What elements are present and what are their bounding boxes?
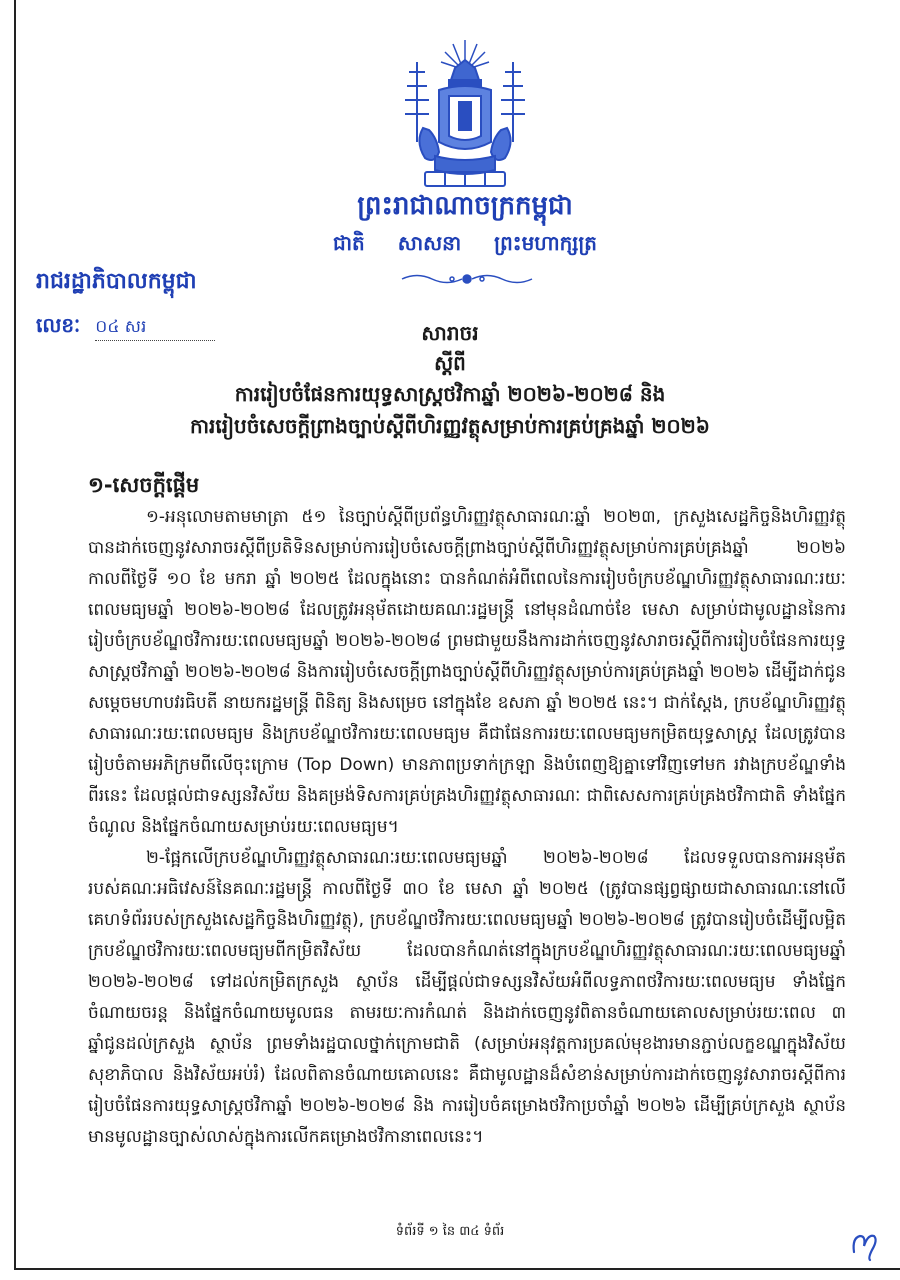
reference-number: ០៤ សរ — [95, 314, 215, 341]
page-border-left — [14, 0, 16, 1270]
document-about: ស្ដីពី — [434, 351, 466, 375]
document-title-block — [80, 318, 820, 442]
page-border-bottom — [14, 1268, 900, 1270]
government-name: រាជរដ្ឋាភិបាលកម្ពុជា — [36, 269, 197, 294]
royal-coat-of-arms-icon — [395, 32, 535, 192]
divider-ornament-icon — [392, 270, 542, 288]
reference-label: លេខៈ — [36, 313, 81, 337]
document-subject-line-1: ការរៀបចំផែនការយុទ្ធសាស្ត្រថវិកាឆ្នាំ ២០២៦-២០២៨ និង — [234, 382, 666, 406]
document-type: សារាចរ — [421, 321, 479, 345]
page-number: ទំព័រទី ១ នៃ ៣៤ ទំព័រ — [395, 1224, 505, 1239]
national-motto: ជាតិ សាសនា ព្រះមហាក្សត្រ — [333, 231, 597, 255]
section-heading: ១-សេចក្ដីផ្ដើម — [88, 473, 200, 497]
paragraph-1: ១-អនុលោមតាមមាត្រា ៥១ នៃច្បាប់ស្ដីពីប្រព័ន្ធហិរញ្ញវត្ថុសាធារណៈឆ្នាំ ២០២៣, ក្រសួងសេដ្ឋកិច្ចនិងហិរញ្ញវត្ថុ បានដាក់ចេញនូវសារាចរស្ដីពីប្រតិទិនសម្រាប់ការរៀបចំសេចក្ដីព្រាងច្បាប់ស្ដីពីហិរញ្ញវត្ថុសម្រាប់ការគ្រប់គ្រងឆ្នាំ ២០២៦ កាលពីថ្ងៃទី ១០ ខែ មករា ឆ្នាំ ២០២៥ ដែលក្នុងនោះ បានកំណត់អំពីពេលនៃការរៀបចំក្របខ័ណ្ឌហិរញ្ញវត្ថុសាធារណៈរយៈពេលមធ្យមឆ្នាំ ២០២៦-២០២៨ ដែលត្រូវអនុម័តដោយគណៈរដ្ឋមន្ត្រី នៅមុនដំណាច់ខែ មេសា សម្រាប់ជាមូលដ្ឋាននៃការរៀបចំក្របខ័ណ្ឌថវិការយៈពេលមធ្យមឆ្នាំ ២០២៦-២០២៨ ព្រមជាមួយនឹងការដាក់ចេញនូវសារាចរស្ដីពីការរៀបចំផែនការយុទ្ធសាស្ត្រថវិកាឆ្នាំ ២០២៦-២០២៨ និងការរៀបចំសេចក្ដីព្រាងច្បាប់ស្ដីពីហិរញ្ញវត្ថុសម្រាប់ការគ្រប់គ្រងឆ្នាំ ២០២៦ ដើម្បីដាក់ជូន សម្ដេចមហាបវរធិបតី នាយករដ្ឋមន្ត្រី ពិនិត្យ និងសម្រេច នៅក្នុងខែ ឧសភា ឆ្នាំ ២០២៥ នេះ។ ជាក់ស្ដែង, ក្របខ័ណ្ឌហិរញ្ញវត្ថុសាធារណៈរយៈពេលមធ្យម និងក្របខ័ណ្ឌថវិការយៈពេលមធ្យម គឺជាផែនការរយៈពេលមធ្យមកម្រិតយុទ្ធសាស្ត្រ ដែលត្រូវបានរៀបចំតាមអភិក្រមពីលើចុះក្រោម (Top Down) មានភាពប្រទាក់ក្រឡា និងបំពេញឱ្យគ្នាទៅវិញទៅមក រវាងក្របខ័ណ្ឌទាំងពីរនេះ ដែលផ្ដល់ជាទស្សនវិស័យ និងគម្រង់ទិសការគ្រប់គ្រងហិរញ្ញវត្ថុសាធារណៈ ជាពិសេសការគ្រប់គ្រងថវិកាជាតិ ទាំងផ្នែកចំណូល និងផ្នែកចំណាយសម្រាប់រយៈពេលមធ្យម។ — [88, 507, 846, 837]
paragraph-2: ២-ផ្អែកលើក្របខ័ណ្ឌហិរញ្ញវត្ថុសាធារណៈរយៈពេលមធ្យមឆ្នាំ ២០២៦-២០២៨ ដែលទទួលបានការអនុម័តរបស់គណៈអធិវេសន៍នៃគណៈរដ្ឋមន្ត្រី កាលពីថ្ងៃទី ៣០ ខែ មេសា ឆ្នាំ ២០២៥ (ត្រូវបានផ្សព្វផ្សាយជាសាធារណៈនៅលើគេហទំព័ររបស់ក្រសួងសេដ្ឋកិច្ចនិងហិរញ្ញវត្ថុ), ក្របខ័ណ្ឌថវិការយៈពេលមធ្យមឆ្នាំ ២០២៦-២០២៨ ត្រូវបានរៀបចំដើម្បីលម្អិតក្របខ័ណ្ឌថវិការយៈពេលមធ្យមពីកម្រិតវិស័យ ដែលបានកំណត់នៅក្នុងក្របខ័ណ្ឌហិរញ្ញវត្ថុសាធារណៈរយៈពេលមធ្យមឆ្នាំ ២០២៦-២០២៨ ទៅដល់កម្រិតក្រសួង ស្ថាប័ន ដើម្បីផ្ដល់ជាទស្សនវិស័យអំពីលទ្ធភាពថវិការយៈពេលមធ្យម ទាំងផ្នែកចំណាយចរន្ត និងផ្នែកចំណាយមូលធន តាមរយៈការកំណត់ និងដាក់ចេញនូវពិតានចំណាយគោលសម្រាប់រយៈពេល ៣ ឆ្នាំជូនដល់ក្រសួង ស្ថាប័ន ព្រមទាំងរដ្ឋបាលថ្នាក់ក្រោមជាតិ (សម្រាប់អនុវត្តការប្រគល់មុខងារមានភ្ជាប់លក្ខខណ្ឌក្នុងវិស័យសុខាភិបាល និងវិស័យអប់រំ) ដែលពិតានចំណាយគោលនេះ គឺជាមូលដ្ឋានដ៏សំខាន់សម្រាប់ការដាក់ចេញនូវសារាចរស្ដីពីការរៀបចំផែនការយុទ្ធសាស្ត្រថវិកាឆ្នាំ ២០២៦-២០២៨ និង ការរៀបចំគម្រោងថវិកាប្រចាំឆ្នាំ ២០២៦ ដើម្បីគ្រប់ក្រសួង ស្ថាប័ន មានមូលដ្ឋានច្បាស់លាស់ក្នុងការលើកគម្រោងថវិកានាពេលនេះ។ — [88, 848, 846, 1147]
handwritten-initial-icon — [846, 1226, 882, 1262]
document-subject-line-2: ការរៀបចំសេចក្ដីព្រាងច្បាប់ស្ដីពីហិរញ្ញវត្ថុសម្រាប់ការគ្រប់គ្រងឆ្នាំ ២០២៦ — [190, 414, 710, 438]
kingdom-title: ព្រះរាជាណាចក្រកម្ពុជា — [357, 191, 573, 221]
document-body — [88, 502, 846, 1153]
